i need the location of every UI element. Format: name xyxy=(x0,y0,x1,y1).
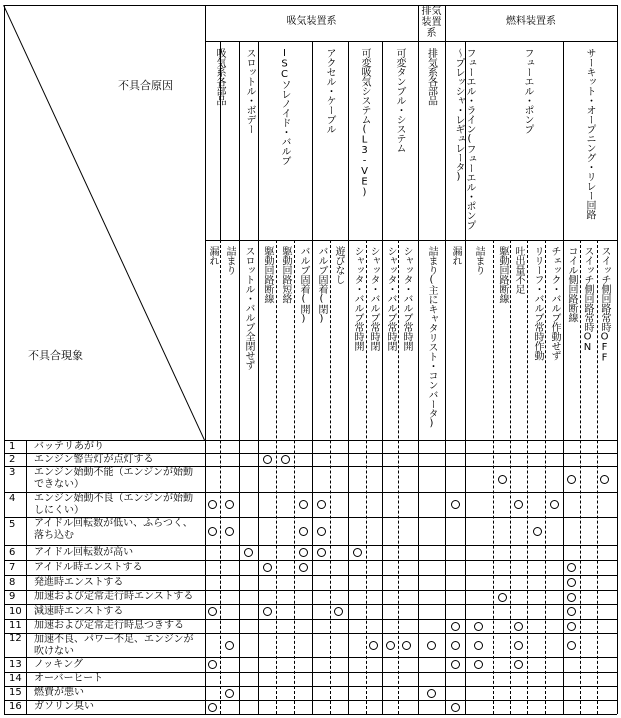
grid-line xyxy=(563,41,564,714)
cause-label-15: 詰まり xyxy=(473,246,484,275)
row-number: 10 xyxy=(9,605,22,617)
dashed-divider xyxy=(330,240,331,714)
group-exhaust: 排気装置系 xyxy=(421,6,442,39)
component-variable-intake: 可変吸気システム(L3-VE) xyxy=(359,48,370,198)
row-number: 15 xyxy=(9,687,22,698)
grid-line xyxy=(258,41,259,714)
row-number: 9 xyxy=(9,591,16,602)
symptom-label-cont-4: しにくい） xyxy=(34,505,84,516)
grid-line xyxy=(418,5,419,714)
row-number: 12 xyxy=(9,633,22,644)
mark-circle xyxy=(451,500,460,509)
group-header-line xyxy=(205,41,617,42)
component-isc-valve: ISCソレノイド・バルブ xyxy=(279,48,290,165)
row-number: 16 xyxy=(9,701,22,712)
symptom-label-12: 加速不良、パワー不足、エンジンが xyxy=(34,634,194,645)
mark-circle xyxy=(263,607,272,616)
mark-circle xyxy=(369,641,378,650)
mark-circle xyxy=(514,622,523,631)
row-number: 14 xyxy=(9,673,22,684)
cause-label-4: 駆動回路断線 xyxy=(262,246,273,303)
mark-circle xyxy=(533,527,542,536)
mark-circle xyxy=(281,455,290,464)
mark-circle xyxy=(567,475,576,484)
cause-label-6: バルブ固着(開) xyxy=(298,246,309,324)
symptom-label-16: ガソリン臭い xyxy=(34,701,94,712)
mark-circle xyxy=(567,593,576,602)
cause-label-2: 詰まり xyxy=(224,246,235,275)
mark-circle xyxy=(263,455,272,464)
group-fuel: 燃料装置系 xyxy=(506,16,556,27)
symptom-label-11: 加速および定常走行時息つきする xyxy=(34,620,184,631)
mark-circle xyxy=(451,703,460,712)
row-number: 13 xyxy=(9,658,22,670)
header-diagonal xyxy=(3,5,205,440)
symptom-label-4: エンジン始動不良（エンジンが始動 xyxy=(34,493,193,504)
component-fuel-line: フューエル・ライン(フューエル・ポンプ～プレッシャ・レギュレータ) xyxy=(453,48,475,230)
grid-line xyxy=(348,41,349,714)
cause-label-17: 吐出量不足 xyxy=(513,246,524,294)
dashed-divider xyxy=(545,240,546,714)
row-number: 8 xyxy=(9,576,16,588)
dashed-divider xyxy=(294,240,295,714)
row-line xyxy=(4,657,617,658)
grid-line xyxy=(239,41,240,714)
dashed-divider xyxy=(493,240,494,714)
row-number: 1 xyxy=(9,440,16,452)
cause-label-11: シャッタ・バルブ常時閉 xyxy=(385,246,396,351)
dashed-divider xyxy=(527,240,528,714)
grid-line xyxy=(382,41,383,714)
mark-circle xyxy=(334,607,343,616)
row-number: 2 xyxy=(9,453,16,465)
symptom-label: 不具合現象 xyxy=(28,349,83,362)
symptom-label-13: ノッキング xyxy=(34,658,83,670)
dashed-divider xyxy=(366,240,367,714)
mark-circle xyxy=(225,689,234,698)
cause-label-13: 詰まり(主にキャタリスト・コンバータ) xyxy=(426,246,437,429)
mark-circle xyxy=(514,660,523,669)
symptom-label-1: バッテリあがり xyxy=(34,440,104,452)
symptom-label-2: エンジン警告灯が点灯する xyxy=(34,453,154,465)
cause-label-10: シャッタ・バルブ常時閉 xyxy=(368,246,379,351)
symptom-label-15: 燃費が悪い xyxy=(34,687,84,698)
mark-circle xyxy=(299,548,308,557)
mark-circle xyxy=(225,641,234,650)
mark-circle xyxy=(451,660,460,669)
symptom-label-7: アイドル時エンストする xyxy=(34,561,143,573)
mark-circle xyxy=(514,641,523,650)
mark-circle xyxy=(567,607,576,616)
mark-circle xyxy=(550,500,559,509)
component-exhaust-parts: 排気系各部品 xyxy=(425,48,437,105)
symptom-label-cont-12: 吹けない xyxy=(34,646,74,657)
row-number: 11 xyxy=(9,620,22,631)
grid-line xyxy=(312,41,313,714)
mark-circle xyxy=(427,689,436,698)
symptom-label-6: アイドル回転数が高い xyxy=(34,546,134,558)
cause-subheader-line xyxy=(205,240,617,241)
mark-circle xyxy=(567,622,576,631)
symptom-label-5: アイドル回転数が低い、ふらつく、 xyxy=(34,518,193,529)
cause-label: 不具合原因 xyxy=(118,79,173,92)
mark-circle xyxy=(208,703,217,712)
component-fuel-pump: フューエル・ポンプ xyxy=(522,48,533,134)
mark-circle xyxy=(317,527,326,536)
mark-circle xyxy=(353,548,362,557)
mark-circle xyxy=(451,641,460,650)
table-border-right xyxy=(617,5,618,714)
mark-circle xyxy=(299,563,308,572)
component-throttle-body: スロットル・ボデー xyxy=(244,48,255,134)
cause-label-3: スロットル・バルブ全閉せず xyxy=(243,246,254,370)
cause-label-22: スイッチ側回路常時OFF xyxy=(599,246,610,363)
dashed-divider xyxy=(510,240,511,714)
row-number: 5 xyxy=(9,519,16,530)
cause-label-21: スイッチ側回路常時ON xyxy=(582,246,593,353)
cause-label-16: 駆動回路断線 xyxy=(497,246,508,303)
table-border-bottom xyxy=(4,714,617,715)
dashed-divider xyxy=(220,240,221,714)
table-border-left xyxy=(4,5,5,714)
grid-line xyxy=(205,5,206,714)
cause-label-9: シャッタ・バルブ常時開 xyxy=(352,246,363,351)
mark-circle xyxy=(263,563,272,572)
cause-label-12: シャッタ・バルブ常時開 xyxy=(401,246,412,351)
mark-circle xyxy=(225,527,234,536)
dashed-divider xyxy=(580,240,581,714)
symptom-label-3: エンジン始動不能（エンジンが始動 xyxy=(34,467,193,478)
cause-label-19: チェック・バルブ作動せず xyxy=(549,246,560,360)
symptom-label-8: 発進時エンストする xyxy=(34,576,124,588)
mark-circle xyxy=(451,622,460,631)
dashed-divider xyxy=(276,240,277,714)
symptom-label-10: 減速時エンストする xyxy=(34,605,124,617)
grid-line xyxy=(445,5,446,714)
row-number: 4 xyxy=(9,492,16,504)
mark-circle xyxy=(402,641,411,650)
dashed-divider xyxy=(398,240,399,714)
mark-circle xyxy=(208,607,217,616)
mark-circle xyxy=(427,641,436,650)
mark-circle xyxy=(498,593,507,602)
cause-label-7: バルブ固着(閉) xyxy=(316,246,327,324)
mark-circle xyxy=(600,475,609,484)
symptom-label-9: 加速および定常走行時エンストする xyxy=(34,591,194,602)
cause-label-20: コイル側回路断線 xyxy=(566,246,577,322)
mark-circle xyxy=(244,548,253,557)
mark-circle xyxy=(299,500,308,509)
mark-circle xyxy=(567,641,576,650)
mark-circle xyxy=(317,548,326,557)
cause-label-14: 漏れ xyxy=(450,246,461,265)
mark-circle xyxy=(474,660,483,669)
mark-circle xyxy=(299,527,308,536)
row-line xyxy=(4,700,617,701)
row-line xyxy=(4,686,617,687)
mark-circle xyxy=(208,500,217,509)
cause-label-5: 駆動回路短絡 xyxy=(280,246,291,303)
component-intake-parts: 吸気系各部品 xyxy=(214,48,225,105)
component-variable-tumble: 可変タンブル・システム xyxy=(394,48,405,153)
row-number: 7 xyxy=(9,561,16,573)
symptom-label-cont-5: 落ち込む xyxy=(34,530,74,541)
mark-circle xyxy=(474,641,483,650)
group-intake: 吸気装置系 xyxy=(286,16,337,27)
symptom-label-14: オーバーヒート xyxy=(34,673,104,684)
component-accel-cable: アクセル・ケーブル xyxy=(324,48,335,134)
cause-label-1: 漏れ xyxy=(207,246,218,265)
cause-label-18: リリーフ・バルブ常時作動 xyxy=(532,246,543,360)
mark-circle xyxy=(225,500,234,509)
row-number: 6 xyxy=(9,546,16,558)
mark-circle xyxy=(514,500,523,509)
dashed-divider xyxy=(597,240,598,714)
mark-circle xyxy=(386,641,395,650)
cause-label-8: 遊びなし xyxy=(333,246,344,284)
mark-circle xyxy=(474,622,483,631)
mark-circle xyxy=(567,578,576,587)
mark-circle xyxy=(498,475,507,484)
mark-circle xyxy=(317,500,326,509)
mark-circle xyxy=(567,563,576,572)
mark-circle xyxy=(208,660,217,669)
row-number: 3 xyxy=(9,467,16,478)
table-border-top xyxy=(4,5,617,6)
component-circuit-opening-relay: サーキット・オープニング・リレー回路 xyxy=(584,48,595,219)
symptom-label-cont-3: できない） xyxy=(34,479,84,490)
mark-circle xyxy=(208,527,217,536)
